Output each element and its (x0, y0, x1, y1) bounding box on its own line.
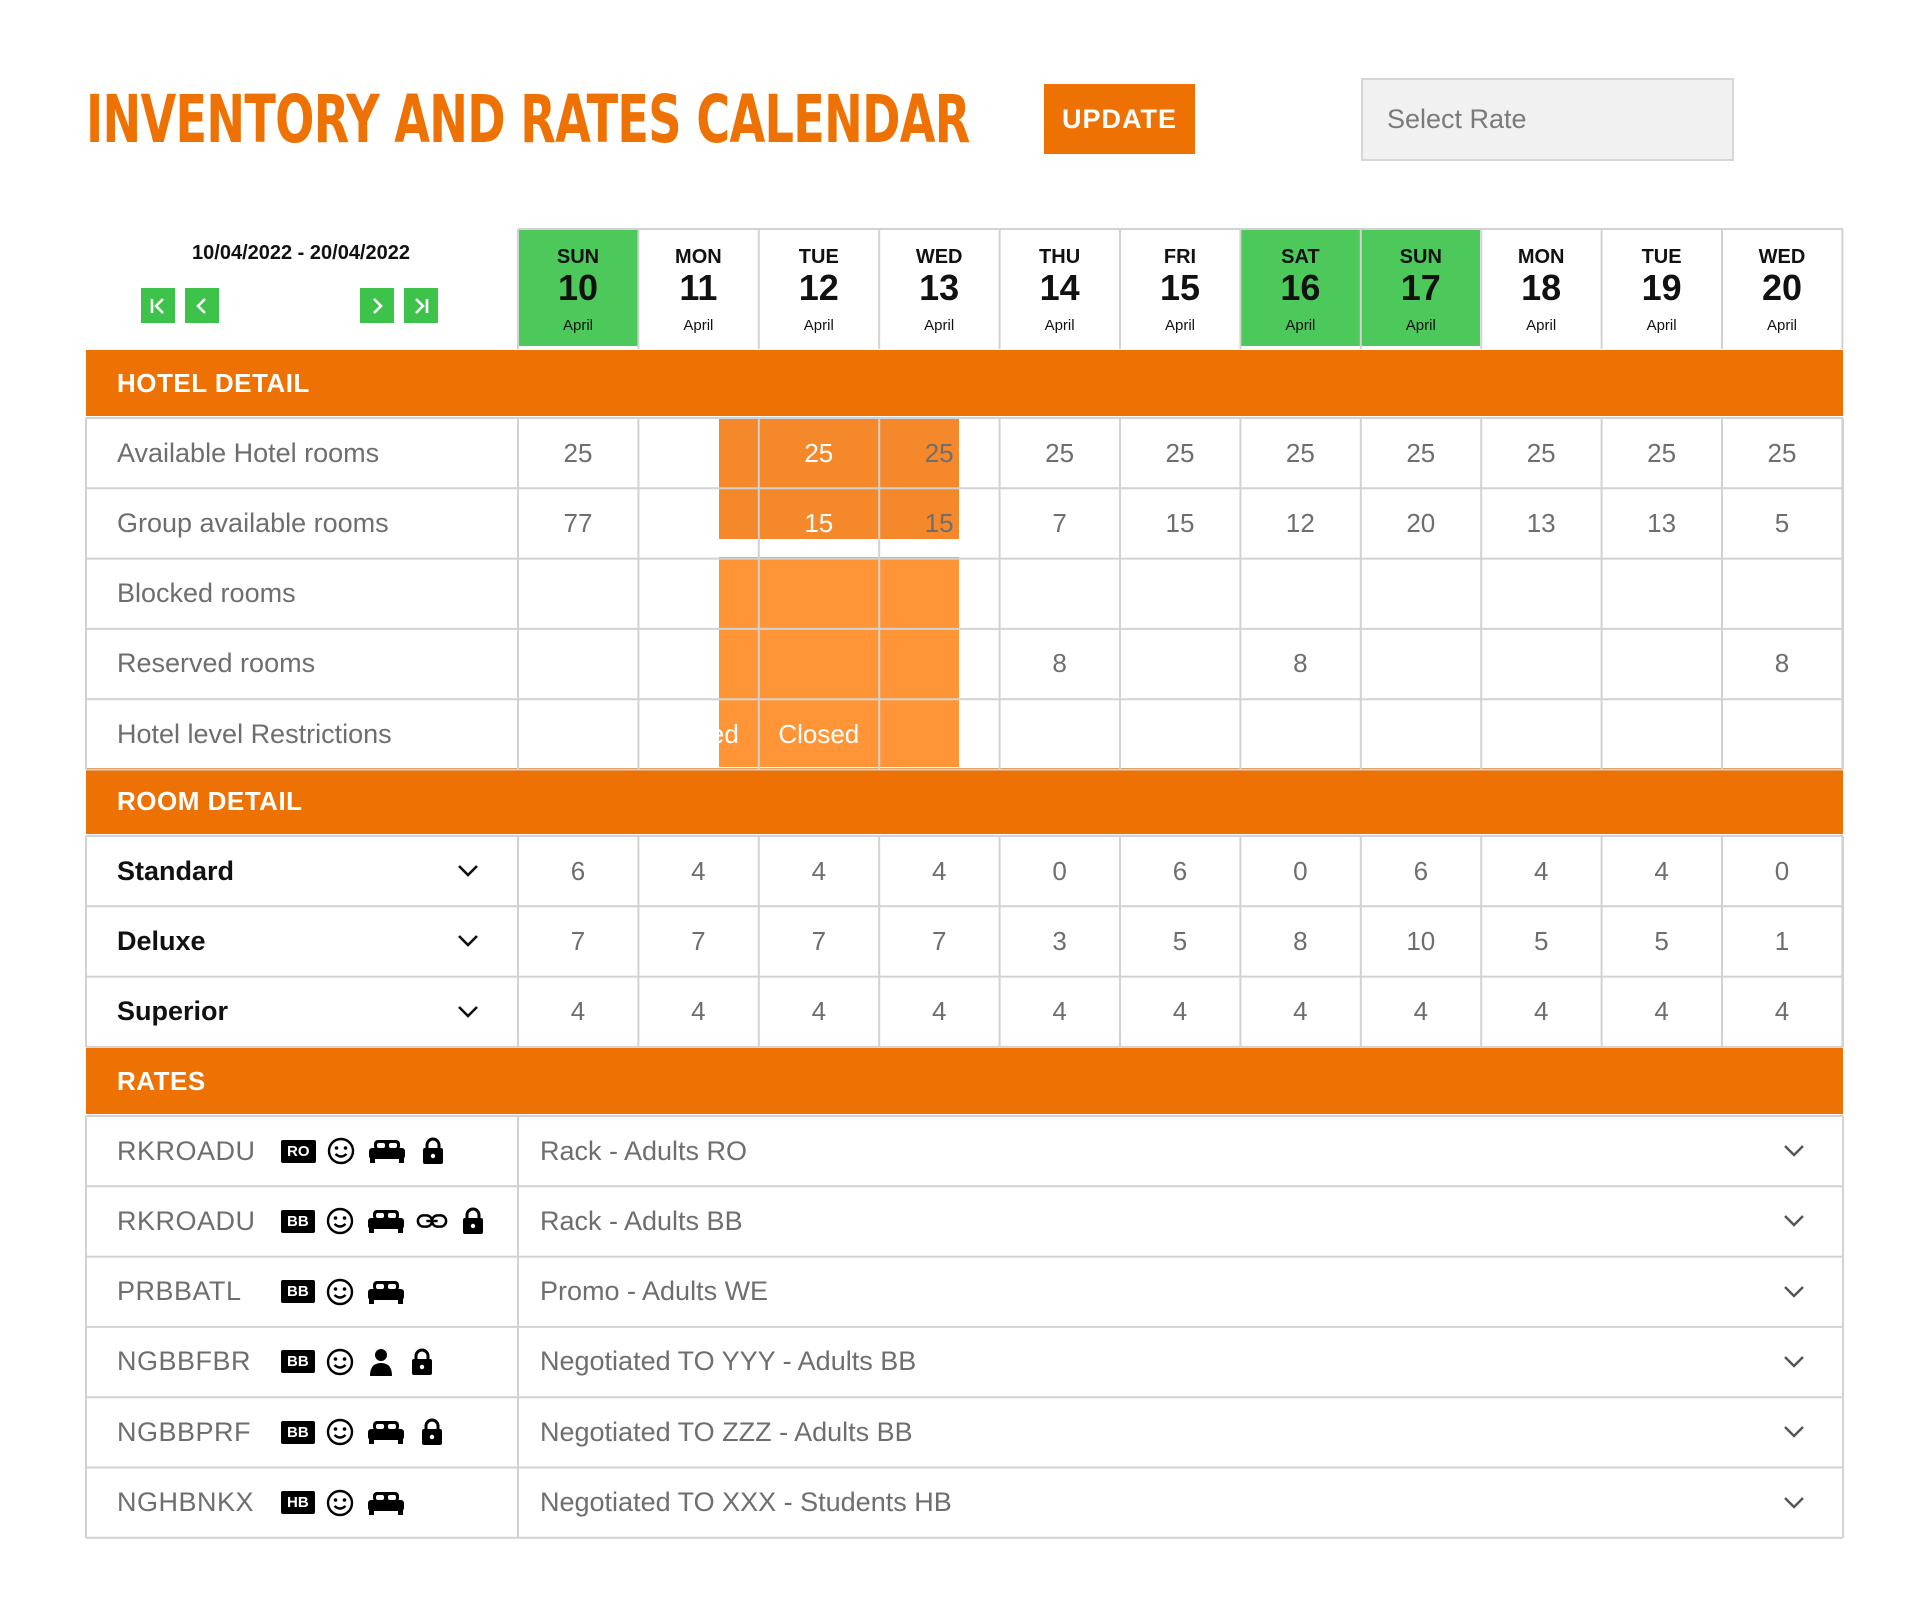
hotel-cell[interactable] (1120, 559, 1240, 629)
day-month: April (1285, 317, 1316, 334)
hotel-cell[interactable] (1000, 559, 1120, 629)
hotel-cell[interactable] (879, 559, 999, 629)
day-number: 10 (557, 267, 599, 308)
day-month: April (1526, 317, 1557, 334)
last-page-icon (410, 295, 432, 317)
link-icon (416, 1205, 448, 1237)
board-badge: BB (281, 1421, 315, 1444)
chevron-down-icon (1783, 1144, 1805, 1158)
room-cell[interactable]: 4 (570, 996, 586, 1027)
room-cell[interactable]: 4 (1413, 996, 1429, 1027)
hotel-cell[interactable] (1000, 699, 1120, 769)
day-month: April (1044, 317, 1075, 334)
hotel-cell[interactable] (1722, 559, 1842, 629)
hotel-cell[interactable]: 25 (1045, 437, 1075, 468)
room-cell[interactable]: 7 (570, 925, 586, 956)
room-cell[interactable]: 7 (811, 925, 827, 956)
hotel-cell[interactable]: 25 (804, 437, 834, 468)
day-month: April (683, 317, 714, 334)
room-cell[interactable]: 3 (1052, 925, 1067, 956)
first-page-button[interactable] (141, 288, 175, 323)
select-rate-dropdown[interactable]: Select Rate (1361, 78, 1734, 161)
board-badge: BB (281, 1210, 315, 1233)
lock-icon (406, 1346, 438, 1378)
day-month: April (1164, 317, 1195, 334)
hotel-row-label: Available Hotel rooms (117, 437, 380, 468)
hotel-cell[interactable] (638, 559, 758, 629)
hotel-row-label: Reserved rooms (117, 648, 316, 679)
hotel-cell[interactable]: 15 (804, 507, 834, 538)
rate-name[interactable]: Rack - Adults BB (540, 1205, 743, 1236)
room-cell[interactable]: 4 (1172, 996, 1188, 1027)
room-cell[interactable]: 4 (1052, 996, 1067, 1027)
hotel-cell[interactable]: 13 (1647, 507, 1677, 538)
hotel-cell[interactable]: Closed (657, 718, 739, 749)
hotel-cell[interactable]: 25 (1406, 437, 1436, 468)
hotel-cell[interactable] (1361, 699, 1481, 769)
section-rates: RATES (86, 1048, 1843, 1114)
hotel-cell[interactable]: 8 (1293, 648, 1308, 679)
day-number: 18 (1521, 267, 1562, 308)
day-month: April (1405, 317, 1436, 334)
smiley-icon (324, 1487, 356, 1519)
smiley-icon (324, 1276, 356, 1308)
lock-icon (457, 1205, 489, 1237)
room-expand-button[interactable] (456, 836, 480, 906)
hotel-cell[interactable] (1120, 629, 1240, 699)
board-badge: BB (281, 1350, 315, 1373)
hotel-cell[interactable]: 20 (1406, 507, 1436, 538)
day-header (1121, 229, 1240, 346)
room-cell[interactable]: 6 (570, 855, 586, 886)
day-number: 20 (1761, 267, 1803, 308)
hotel-row-label: Blocked rooms (117, 578, 296, 609)
hotel-cell[interactable] (1240, 699, 1360, 769)
hotel-cell[interactable] (638, 629, 758, 699)
day-name: WED (1758, 246, 1806, 268)
room-cell[interactable]: 4 (811, 996, 827, 1027)
day-header (759, 229, 878, 346)
room-type-label: Deluxe (117, 925, 206, 956)
day-name: THU (1039, 246, 1081, 268)
hotel-cell[interactable]: 25 (683, 437, 713, 468)
chevron-down-icon (457, 1005, 479, 1019)
room-cell[interactable]: 1 (1774, 925, 1790, 956)
hotel-cell[interactable] (1602, 629, 1722, 699)
rate-icons (281, 1186, 489, 1256)
hotel-cell[interactable] (518, 699, 638, 769)
chevron-left-icon (191, 295, 213, 317)
room-cell[interactable]: 10 (1406, 925, 1436, 956)
chevron-down-icon (1783, 1355, 1805, 1369)
hotel-cell[interactable]: 25 (563, 437, 593, 468)
room-cell[interactable]: 4 (931, 996, 947, 1027)
day-name: TUE (1641, 246, 1682, 268)
hotel-cell[interactable] (1481, 699, 1601, 769)
day-month: April (562, 317, 593, 334)
update-button[interactable]: UPDATE (1044, 84, 1195, 154)
rate-name[interactable]: Negotiated TO YYY - Adults BB (540, 1346, 917, 1377)
hotel-cell[interactable] (1722, 699, 1842, 769)
hotel-cell[interactable] (1602, 559, 1722, 629)
day-header (880, 229, 999, 346)
chevron-right-icon (366, 295, 388, 317)
day-header (1361, 229, 1480, 346)
day-header (519, 229, 638, 346)
rate-expand-button[interactable] (1782, 1397, 1806, 1467)
rate-icons (281, 1257, 407, 1327)
bed-icon (365, 1205, 407, 1237)
day-number: 19 (1641, 267, 1682, 308)
room-cell[interactable]: 4 (1774, 996, 1790, 1027)
day-month: April (1766, 317, 1797, 334)
room-cell[interactable]: 7 (931, 925, 947, 956)
section-room-detail: ROOM DETAIL (86, 768, 1843, 834)
rate-code: RKROADU (117, 1135, 256, 1166)
hotel-row-label: Hotel level Restrictions (117, 718, 392, 749)
day-name: MON (1517, 246, 1565, 268)
rate-name[interactable]: Rack - Adults RO (540, 1135, 748, 1166)
bed-icon (365, 1416, 407, 1448)
bed-icon (365, 1487, 407, 1519)
day-month: April (803, 317, 834, 334)
person-icon (365, 1346, 397, 1378)
lock-icon (416, 1416, 448, 1448)
rate-code: NGBBFBR (117, 1346, 252, 1377)
room-cell[interactable]: 5 (1654, 925, 1669, 956)
day-name: MON (675, 246, 722, 268)
day-number: 13 (919, 267, 960, 308)
chevron-down-icon (457, 864, 479, 878)
room-cell[interactable]: 5 (1533, 925, 1549, 956)
chevron-down-icon (1783, 1425, 1805, 1439)
hotel-row-label: Group available rooms (117, 507, 389, 538)
smiley-icon (324, 1205, 356, 1237)
room-cell[interactable]: 5 (1172, 925, 1188, 956)
day-number: 17 (1400, 267, 1441, 308)
day-month: April (924, 317, 955, 334)
rate-expand-button[interactable] (1782, 1116, 1806, 1186)
rate-code: NGBBPRF (117, 1416, 252, 1447)
bed-icon (366, 1135, 408, 1167)
hotel-cell[interactable]: 7 (1052, 507, 1067, 538)
bed-icon (365, 1276, 407, 1308)
room-cell[interactable]: 4 (811, 855, 827, 886)
room-expand-button[interactable] (456, 977, 480, 1047)
room-expand-button[interactable] (456, 906, 480, 976)
rate-icons (281, 1397, 448, 1467)
hotel-cell[interactable]: 25 (1526, 437, 1556, 468)
room-type-label: Superior (117, 996, 229, 1027)
day-header (1482, 229, 1601, 346)
rate-expand-button[interactable] (1782, 1186, 1806, 1256)
day-header (639, 229, 758, 346)
day-number: 16 (1280, 267, 1321, 308)
chevron-down-icon (1783, 1496, 1805, 1510)
hotel-cell[interactable]: 25 (1647, 437, 1677, 468)
previous-page-button[interactable] (185, 288, 219, 323)
hotel-cell[interactable]: 25 (924, 437, 954, 468)
room-type-label: Standard (117, 855, 235, 886)
rate-icons (281, 1468, 407, 1538)
room-cell[interactable]: 4 (931, 855, 947, 886)
room-cell[interactable]: 6 (1172, 855, 1188, 886)
rate-code: PRBBATL (117, 1276, 242, 1307)
room-cell[interactable]: 6 (1413, 855, 1429, 886)
room-cell[interactable]: 8 (1293, 925, 1308, 956)
lock-icon (417, 1135, 449, 1167)
first-page-icon (147, 295, 169, 317)
rate-expand-button[interactable] (1782, 1327, 1806, 1397)
page-title: INVENTORY AND RATES CALENDAR (86, 81, 970, 158)
room-cell[interactable]: 4 (691, 855, 706, 886)
room-cell[interactable]: 0 (1293, 855, 1308, 886)
day-header (1602, 229, 1721, 346)
rate-code: NGHBNKX (117, 1487, 255, 1517)
hotel-cell[interactable] (1481, 559, 1601, 629)
chevron-down-icon (1783, 1285, 1805, 1299)
room-cell[interactable]: 4 (1293, 996, 1308, 1027)
hotel-cell[interactable]: 12 (1285, 507, 1315, 538)
hotel-cell[interactable] (759, 559, 879, 629)
hotel-cell[interactable] (1602, 699, 1722, 769)
hotel-cell[interactable]: 8 (1052, 648, 1067, 679)
board-badge: HB (281, 1491, 315, 1514)
day-name: TUE (798, 246, 839, 268)
hotel-cell[interactable]: 5 (1774, 507, 1790, 538)
hotel-cell[interactable]: 8 (1774, 648, 1790, 679)
hotel-cell[interactable]: 15 (683, 507, 713, 538)
board-badge: RO (281, 1140, 316, 1163)
rate-code: RKROADU (117, 1205, 256, 1236)
rate-expand-button[interactable] (1782, 1468, 1806, 1538)
hotel-cell[interactable]: 25 (1767, 437, 1797, 468)
day-name: SUN (556, 246, 600, 268)
rate-expand-button[interactable] (1782, 1257, 1806, 1327)
day-name: SAT (1281, 246, 1320, 268)
day-name: SUN (1399, 246, 1442, 268)
day-number: 11 (679, 267, 718, 308)
room-cell[interactable]: 4 (691, 996, 706, 1027)
room-cell[interactable]: 4 (1654, 855, 1669, 886)
date-range: 10/04/2022 - 20/04/2022 (192, 242, 410, 264)
next-page-button[interactable] (360, 288, 394, 323)
hotel-cell[interactable] (1361, 629, 1481, 699)
room-cell[interactable]: 0 (1774, 855, 1790, 886)
rate-name[interactable]: Negotiated TO ZZZ - Adults BB (540, 1416, 913, 1447)
hotel-cell[interactable]: 15 (1165, 507, 1195, 538)
day-name: FRI (1163, 246, 1197, 268)
last-page-button[interactable] (404, 288, 438, 323)
room-cell[interactable]: 7 (691, 925, 706, 956)
hotel-cell[interactable] (879, 699, 999, 769)
section-hotel-detail: HOTEL DETAIL (86, 350, 1843, 416)
day-header (1723, 229, 1842, 346)
smiley-icon (325, 1135, 357, 1167)
hotel-cell[interactable] (1481, 629, 1601, 699)
day-header (1241, 229, 1360, 346)
rate-icons (281, 1116, 449, 1186)
rate-name[interactable]: Promo - Adults WE (540, 1276, 769, 1307)
chevron-down-icon (1783, 1214, 1805, 1228)
rate-name[interactable]: Negotiated TO XXX - Students HB (540, 1487, 952, 1517)
hotel-cell[interactable]: Closed (778, 718, 860, 749)
board-badge: BB (281, 1280, 315, 1303)
room-cell[interactable]: 0 (1052, 855, 1067, 886)
smiley-icon (324, 1416, 356, 1448)
hotel-cell[interactable] (1240, 559, 1360, 629)
hotel-cell[interactable]: 25 (1165, 437, 1195, 468)
day-month: April (1646, 317, 1677, 334)
hotel-cell[interactable] (1120, 699, 1240, 769)
rate-icons (281, 1327, 438, 1397)
hotel-cell[interactable] (1361, 559, 1481, 629)
day-number: 12 (798, 267, 839, 308)
day-header (1000, 229, 1119, 346)
hotel-cell[interactable] (518, 629, 638, 699)
hotel-cell[interactable]: 15 (924, 507, 954, 538)
hotel-cell[interactable] (518, 559, 638, 629)
hotel-cell[interactable]: 77 (563, 507, 593, 538)
room-cell[interactable]: 4 (1533, 996, 1549, 1027)
hotel-cell[interactable] (879, 629, 999, 699)
smiley-icon (324, 1346, 356, 1378)
room-cell[interactable]: 4 (1654, 996, 1669, 1027)
hotel-cell[interactable]: 13 (1526, 507, 1556, 538)
hotel-cell[interactable] (759, 629, 879, 699)
chevron-down-icon (457, 934, 479, 948)
hotel-cell[interactable]: 25 (1285, 437, 1315, 468)
day-name: WED (915, 246, 963, 268)
day-number: 14 (1039, 267, 1080, 308)
room-cell[interactable]: 4 (1533, 855, 1549, 886)
day-number: 15 (1159, 267, 1201, 308)
